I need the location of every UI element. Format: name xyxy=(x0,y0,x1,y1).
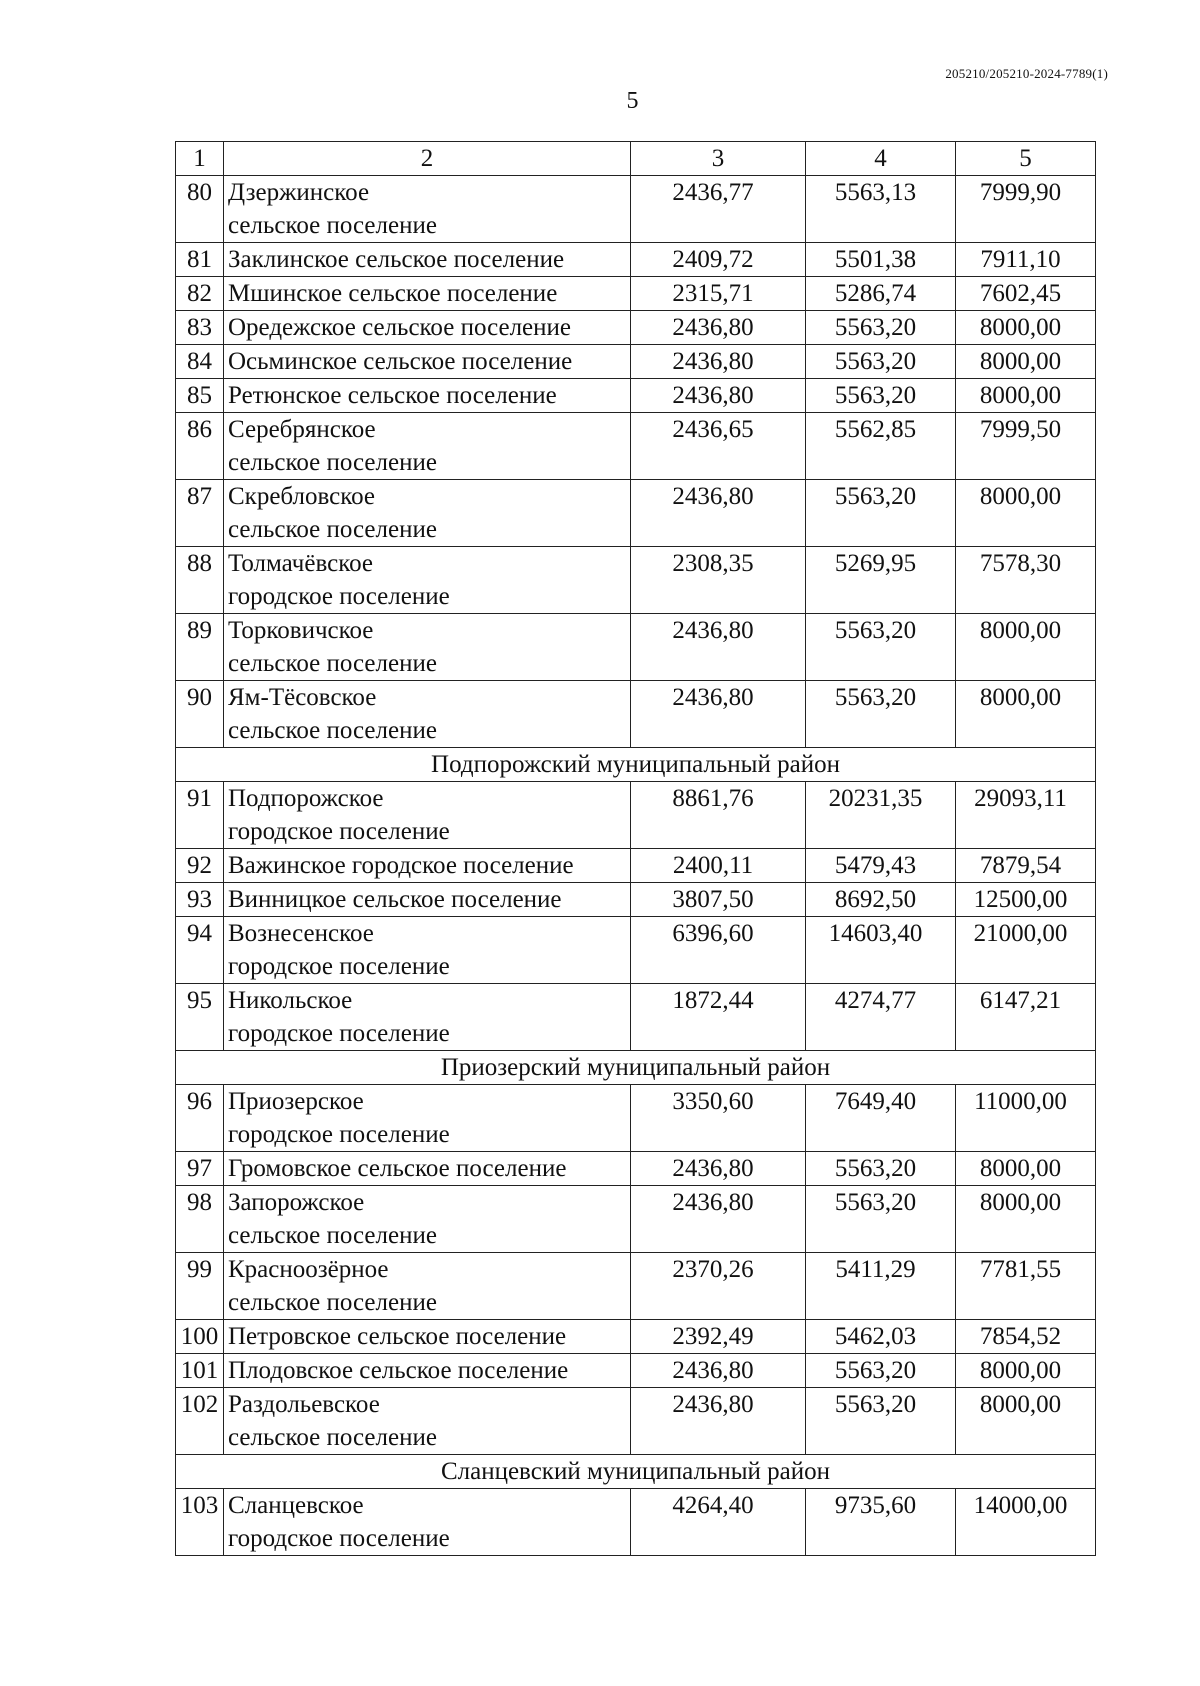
value-column-4: 5563,20 xyxy=(806,379,956,413)
settlement-name-line: Громовское сельское поселение xyxy=(228,1155,567,1182)
value-column-3: 2436,80 xyxy=(631,1152,806,1186)
value-column-5: 8000,00 xyxy=(956,1388,1096,1455)
value-column-3: 2315,71 xyxy=(631,277,806,311)
settlement-name-line: Толмачёвское xyxy=(228,550,373,577)
row-number: 100 xyxy=(176,1320,224,1354)
value-column-4: 14603,40 xyxy=(806,917,956,984)
settlement-name xyxy=(224,1489,631,1556)
row-number: 88 xyxy=(176,547,224,614)
table-row xyxy=(176,849,1096,883)
value-column-3: 2392,49 xyxy=(631,1320,806,1354)
value-column-5: 8000,00 xyxy=(956,1354,1096,1388)
settlement-name xyxy=(224,917,631,984)
settlement-name-line: Никольское xyxy=(228,987,353,1014)
value-column-3: 8861,76 xyxy=(631,782,806,849)
value-column-4: 5269,95 xyxy=(806,547,956,614)
row-number: 87 xyxy=(176,480,224,547)
settlement-name-line: городское поселение xyxy=(228,818,450,845)
table-row xyxy=(176,413,1096,480)
value-column-3: 2436,77 xyxy=(631,176,806,243)
row-number: 83 xyxy=(176,311,224,345)
settlement-name-line: Важинское городское поселение xyxy=(228,852,574,879)
value-column-5: 11000,00 xyxy=(956,1085,1096,1152)
row-number: 80 xyxy=(176,176,224,243)
value-column-5: 7879,54 xyxy=(956,849,1096,883)
settlement-name xyxy=(224,849,631,883)
settlement-name-line: Осьминское сельское поселение xyxy=(228,348,573,375)
table-row xyxy=(176,1320,1096,1354)
value-column-5: 8000,00 xyxy=(956,379,1096,413)
value-column-4: 7649,40 xyxy=(806,1085,956,1152)
value-column-3: 3350,60 xyxy=(631,1085,806,1152)
value-column-4: 5562,85 xyxy=(806,413,956,480)
settlement-name-line: Запорожское xyxy=(228,1189,365,1216)
settlement-name-line: сельское поселение xyxy=(228,1424,437,1451)
settlement-name xyxy=(224,413,631,480)
settlement-name xyxy=(224,1253,631,1320)
settlement-name-line: сельское поселение xyxy=(228,449,437,476)
value-column-3: 2409,72 xyxy=(631,243,806,277)
table-row xyxy=(176,277,1096,311)
settlement-name-line: сельское поселение xyxy=(228,1289,437,1316)
table-row xyxy=(176,1085,1096,1152)
settlement-name-line: Заклинское сельское поселение xyxy=(228,246,565,273)
settlement-name xyxy=(224,243,631,277)
settlement-name xyxy=(224,480,631,547)
value-column-3: 2436,80 xyxy=(631,1388,806,1455)
value-column-3: 2436,80 xyxy=(631,614,806,681)
value-column-5: 14000,00 xyxy=(956,1489,1096,1556)
settlement-name-line: сельское поселение xyxy=(228,1222,437,1249)
page-number: 5 xyxy=(626,88,639,114)
settlement-name-line: Приозерское xyxy=(228,1088,364,1115)
settlement-name xyxy=(224,614,631,681)
value-column-4: 5563,20 xyxy=(806,311,956,345)
row-number: 96 xyxy=(176,1085,224,1152)
value-column-5: 21000,00 xyxy=(956,917,1096,984)
table-body xyxy=(176,176,1096,1556)
settlement-name xyxy=(224,277,631,311)
value-column-4: 5563,20 xyxy=(806,480,956,547)
value-column-5: 7578,30 xyxy=(956,547,1096,614)
settlement-name-line: Петровское сельское поселение xyxy=(228,1323,567,1350)
row-number: 90 xyxy=(176,681,224,748)
section-title: Подпорожский муниципальный район xyxy=(176,748,1096,782)
value-column-3: 2308,35 xyxy=(631,547,806,614)
table-row xyxy=(176,984,1096,1051)
value-column-5: 7999,50 xyxy=(956,413,1096,480)
table-row xyxy=(176,917,1096,984)
section-header-row xyxy=(176,748,1096,782)
settlement-name xyxy=(224,1388,631,1455)
column-header-2: 2 xyxy=(224,142,631,176)
value-column-5: 8000,00 xyxy=(956,480,1096,547)
row-number: 98 xyxy=(176,1186,224,1253)
value-column-4: 5286,74 xyxy=(806,277,956,311)
settlement-name xyxy=(224,311,631,345)
row-number: 101 xyxy=(176,1354,224,1388)
settlement-name-line: сельское поселение xyxy=(228,516,437,543)
value-column-3: 6396,60 xyxy=(631,917,806,984)
row-number: 102 xyxy=(176,1388,224,1455)
value-column-3: 2436,80 xyxy=(631,345,806,379)
data-table xyxy=(175,141,1096,1556)
settlement-name xyxy=(224,782,631,849)
value-column-3: 2436,80 xyxy=(631,311,806,345)
value-column-5: 8000,00 xyxy=(956,614,1096,681)
settlement-name-line: городское поселение xyxy=(228,953,450,980)
settlement-name xyxy=(224,984,631,1051)
value-column-4: 4274,77 xyxy=(806,984,956,1051)
row-number: 81 xyxy=(176,243,224,277)
table-row xyxy=(176,243,1096,277)
table-header-row xyxy=(176,142,1096,176)
settlement-name-line: Торковичское xyxy=(228,617,374,644)
row-number: 99 xyxy=(176,1253,224,1320)
row-number: 95 xyxy=(176,984,224,1051)
table-row xyxy=(176,1354,1096,1388)
value-column-3: 3807,50 xyxy=(631,883,806,917)
table-row xyxy=(176,1253,1096,1320)
value-column-3: 2436,80 xyxy=(631,681,806,748)
row-number: 93 xyxy=(176,883,224,917)
value-column-4: 5563,20 xyxy=(806,1152,956,1186)
settlement-name-line: Ям-Тёсовское xyxy=(228,684,377,711)
settlement-name xyxy=(224,1354,631,1388)
settlement-name-line: Раздольевское xyxy=(228,1391,380,1418)
settlement-name xyxy=(224,379,631,413)
value-column-4: 5563,20 xyxy=(806,1186,956,1253)
section-header-row xyxy=(176,1051,1096,1085)
table-row xyxy=(176,379,1096,413)
row-number: 94 xyxy=(176,917,224,984)
value-column-4: 20231,35 xyxy=(806,782,956,849)
value-column-4: 8692,50 xyxy=(806,883,956,917)
value-column-5: 8000,00 xyxy=(956,345,1096,379)
table-row xyxy=(176,883,1096,917)
value-column-4: 5501,38 xyxy=(806,243,956,277)
column-header-4: 4 xyxy=(806,142,956,176)
table-row xyxy=(176,547,1096,614)
settlement-name-line: Красноозёрное xyxy=(228,1256,389,1283)
row-number: 103 xyxy=(176,1489,224,1556)
table-row xyxy=(176,1152,1096,1186)
value-column-3: 2436,80 xyxy=(631,480,806,547)
settlement-name-line: сельское поселение xyxy=(228,650,437,677)
column-header-1: 1 xyxy=(176,142,224,176)
settlement-name-line: Оредежское сельское поселение xyxy=(228,314,572,341)
value-column-5: 12500,00 xyxy=(956,883,1096,917)
value-column-4: 5563,20 xyxy=(806,1388,956,1455)
settlement-name-line: городское поселение xyxy=(228,1020,450,1047)
value-column-4: 5411,29 xyxy=(806,1253,956,1320)
value-column-5: 7781,55 xyxy=(956,1253,1096,1320)
settlement-name-line: городское поселение xyxy=(228,1525,450,1552)
settlement-name-line: Винницкое сельское поселение xyxy=(228,886,562,913)
section-title: Сланцевский муниципальный район xyxy=(176,1455,1096,1489)
value-column-5: 8000,00 xyxy=(956,681,1096,748)
settlement-name xyxy=(224,883,631,917)
settlement-name-line: Мшинское сельское поселение xyxy=(228,280,558,307)
value-column-4: 5563,20 xyxy=(806,345,956,379)
settlement-name xyxy=(224,1152,631,1186)
value-column-5: 7999,90 xyxy=(956,176,1096,243)
row-number: 91 xyxy=(176,782,224,849)
row-number: 84 xyxy=(176,345,224,379)
value-column-3: 2370,26 xyxy=(631,1253,806,1320)
column-header-5: 5 xyxy=(956,142,1096,176)
value-column-3: 1872,44 xyxy=(631,984,806,1051)
settlement-name-line: сельское поселение xyxy=(228,717,437,744)
table-row xyxy=(176,614,1096,681)
section-title: Приозерский муниципальный район xyxy=(176,1051,1096,1085)
document-id: 205210/205210-2024-7789(1) xyxy=(945,66,1108,81)
value-column-4: 5479,43 xyxy=(806,849,956,883)
settlement-name-line: Вознесенское xyxy=(228,920,374,947)
value-column-5: 7911,10 xyxy=(956,243,1096,277)
table-row xyxy=(176,1388,1096,1455)
table-row xyxy=(176,176,1096,243)
settlement-name xyxy=(224,1085,631,1152)
settlement-name-line: Дзержинское xyxy=(228,179,370,206)
value-column-4: 9735,60 xyxy=(806,1489,956,1556)
value-column-5: 7602,45 xyxy=(956,277,1096,311)
settlement-name-line: Подпорожское xyxy=(228,785,384,812)
value-column-3: 2436,80 xyxy=(631,1186,806,1253)
table-row xyxy=(176,1186,1096,1253)
row-number: 82 xyxy=(176,277,224,311)
value-column-4: 5563,20 xyxy=(806,614,956,681)
row-number: 92 xyxy=(176,849,224,883)
settlement-name xyxy=(224,547,631,614)
value-column-5: 6147,21 xyxy=(956,984,1096,1051)
value-column-3: 2400,11 xyxy=(631,849,806,883)
table-row xyxy=(176,681,1096,748)
settlement-name xyxy=(224,1186,631,1253)
value-column-5: 29093,11 xyxy=(956,782,1096,849)
row-number: 85 xyxy=(176,379,224,413)
value-column-3: 2436,65 xyxy=(631,413,806,480)
section-header-row xyxy=(176,1455,1096,1489)
settlement-name xyxy=(224,176,631,243)
table-row xyxy=(176,782,1096,849)
value-column-4: 5563,13 xyxy=(806,176,956,243)
settlement-name-line: Серебрянское xyxy=(228,416,376,443)
value-column-5: 7854,52 xyxy=(956,1320,1096,1354)
table-row xyxy=(176,345,1096,379)
table-row xyxy=(176,311,1096,345)
settlement-name-line: городское поселение xyxy=(228,583,450,610)
value-column-4: 5563,20 xyxy=(806,1354,956,1388)
value-column-3: 2436,80 xyxy=(631,379,806,413)
value-column-5: 8000,00 xyxy=(956,311,1096,345)
value-column-5: 8000,00 xyxy=(956,1186,1096,1253)
value-column-4: 5563,20 xyxy=(806,681,956,748)
settlement-name-line: городское поселение xyxy=(228,1121,450,1148)
settlement-name-line: Сланцевское xyxy=(228,1492,364,1519)
settlement-name-line: Скребловское xyxy=(228,483,376,510)
value-column-5: 8000,00 xyxy=(956,1152,1096,1186)
row-number: 86 xyxy=(176,413,224,480)
settlement-name xyxy=(224,1320,631,1354)
value-column-3: 2436,80 xyxy=(631,1354,806,1388)
settlement-name xyxy=(224,345,631,379)
settlement-name xyxy=(224,681,631,748)
value-column-3: 4264,40 xyxy=(631,1489,806,1556)
settlement-name-line: Плодовское сельское поселение xyxy=(228,1357,569,1384)
value-column-4: 5462,03 xyxy=(806,1320,956,1354)
table-row xyxy=(176,1489,1096,1556)
table-row xyxy=(176,480,1096,547)
row-number: 89 xyxy=(176,614,224,681)
settlement-name-line: сельское поселение xyxy=(228,212,437,239)
row-number: 97 xyxy=(176,1152,224,1186)
settlement-name-line: Ретюнское сельское поселение xyxy=(228,382,557,409)
column-header-3: 3 xyxy=(631,142,806,176)
